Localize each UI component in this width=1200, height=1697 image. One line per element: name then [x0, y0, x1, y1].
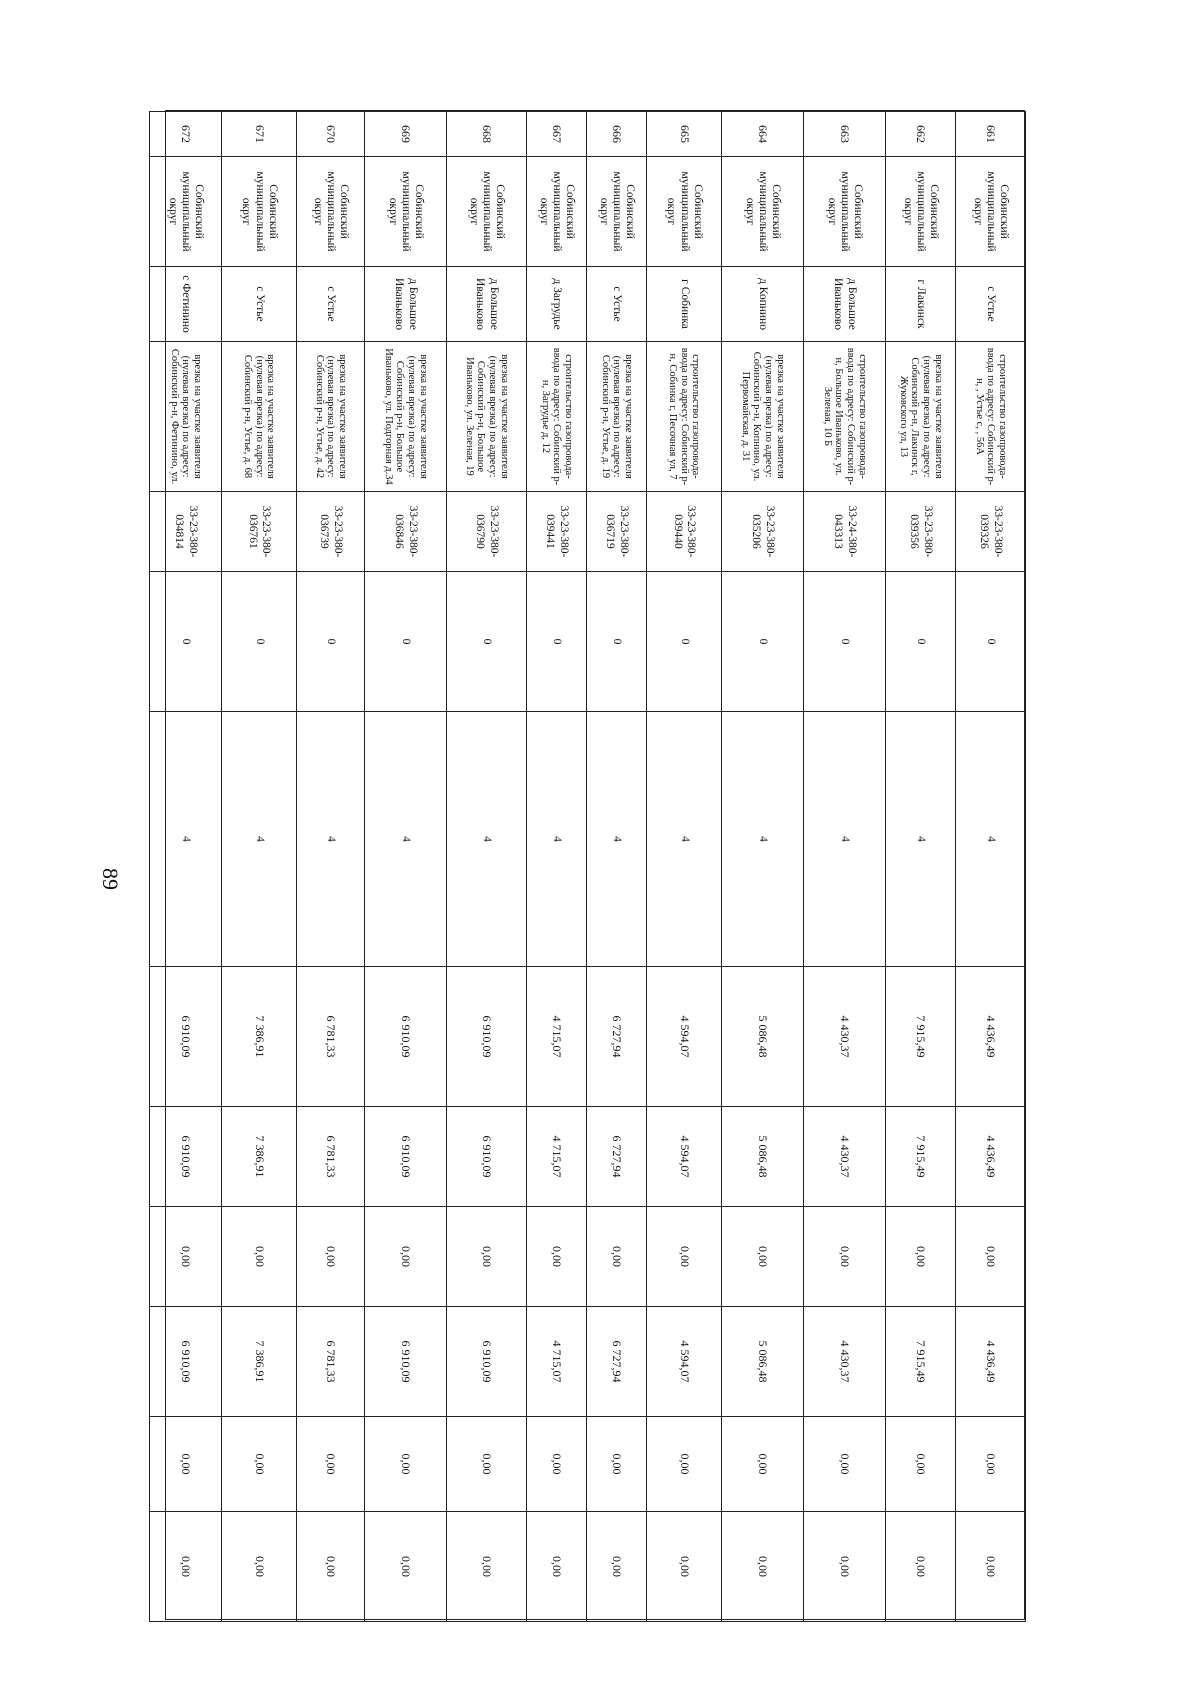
cell-district: Собинский муниципальный округ: [804, 157, 886, 267]
cell-cadastre: 33-23-380-036761: [222, 492, 297, 572]
page-number: 89: [98, 868, 123, 890]
cell-locality: с Устье: [222, 267, 297, 342]
cell-description: строительство газопровода-ввода по адресу: Собинский р-н, Большое Иваньково, ул. Зеленая, 10 Б: [804, 342, 886, 492]
cell-locality: д Большое Иваньково: [365, 267, 447, 342]
cell-c1: 0: [222, 572, 297, 712]
cell-v5: 0,00: [886, 1417, 956, 1512]
cell-locality: с Устье: [587, 267, 647, 342]
cell-cadastre: 33-23-380-036790: [447, 492, 527, 572]
cell-v2: 6 910,09: [150, 1107, 222, 1207]
cell-v5: 0,00: [447, 1417, 527, 1512]
cell-v2: 6 910,09: [447, 1107, 527, 1207]
cell-v6: 0,00: [886, 1512, 956, 1622]
cell-c1: 0: [587, 572, 647, 712]
cell-num: 669: [365, 112, 447, 157]
cell-v1: 7 386,91: [222, 967, 297, 1107]
cell-num: 662: [886, 112, 956, 157]
cell-v5: 0,00: [365, 1417, 447, 1512]
cell-c2: 4: [722, 712, 804, 967]
cell-v1: 5 086,48: [722, 967, 804, 1107]
cell-v3: 0,00: [527, 1207, 587, 1307]
cell-num: 663: [804, 112, 886, 157]
cell-v4: 6 910,09: [447, 1307, 527, 1417]
cell-district: Собинский муниципальный округ: [222, 157, 297, 267]
cell-v5: 0,00: [956, 1417, 1026, 1512]
cell-v3: 0,00: [150, 1207, 222, 1307]
cell-c1: 0: [804, 572, 886, 712]
cell-v2: 4 430,37: [804, 1107, 886, 1207]
cell-description: врезка на участке заявителя (нулевая врезка) по адресу: Собинский р-н, Фетинино, ул.: [150, 342, 222, 492]
cell-c2: 4: [222, 712, 297, 967]
cell-v5: 0,00: [722, 1417, 804, 1512]
cell-district: Собинский муниципальный округ: [527, 157, 587, 267]
cell-v4: 6 910,09: [150, 1307, 222, 1417]
cell-v3: 0,00: [297, 1207, 365, 1307]
cell-cadastre: 33-23-380-039441: [527, 492, 587, 572]
cell-cadastre: 33-23-380-034814: [150, 492, 222, 572]
cell-num: 665: [647, 112, 722, 157]
cell-v3: 0,00: [956, 1207, 1026, 1307]
cell-v4: 6 727,94: [587, 1307, 647, 1417]
cell-cadastre: 33-23-380-036719: [587, 492, 647, 572]
cell-cadastre: 33-23-380-039440: [647, 492, 722, 572]
cell-c2: 4: [447, 712, 527, 967]
cell-v6: 0,00: [447, 1512, 527, 1622]
cell-v3: 0,00: [222, 1207, 297, 1307]
cell-v1: 4 436,49: [956, 967, 1026, 1107]
table-row: [804, 112, 886, 1622]
cell-v2: 6 727,94: [587, 1107, 647, 1207]
cell-v6: 0,00: [527, 1512, 587, 1622]
cell-v2: 4 436,49: [956, 1107, 1026, 1207]
cell-district: Собинский муниципальный округ: [365, 157, 447, 267]
cell-locality: д Загрудье: [527, 267, 587, 342]
cell-v1: 6 781,33: [297, 967, 365, 1107]
table-row: [587, 112, 647, 1622]
cell-v5: 0,00: [587, 1417, 647, 1512]
cell-v4: 7 915,49: [886, 1307, 956, 1417]
cell-v5: 0,00: [297, 1417, 365, 1512]
cell-v1: 4 430,37: [804, 967, 886, 1107]
cell-v2: 6 781,33: [297, 1107, 365, 1207]
data-table-frame: [165, 110, 1025, 1620]
cell-v5: 0,00: [150, 1417, 222, 1512]
cell-v2: 6 910,09: [365, 1107, 447, 1207]
cell-district: Собинский муниципальный округ: [587, 157, 647, 267]
cell-c2: 4: [297, 712, 365, 967]
cell-locality: д Копнино: [722, 267, 804, 342]
cell-v5: 0,00: [527, 1417, 587, 1512]
cell-v3: 0,00: [722, 1207, 804, 1307]
cell-c1: 0: [527, 572, 587, 712]
cell-v1: 4 715,07: [527, 967, 587, 1107]
cell-description: строительство газопровода-ввода по адресу: Собинский р-н, , Устье с, , 56А: [956, 342, 1026, 492]
cell-num: 671: [222, 112, 297, 157]
cell-v4: 4 715,07: [527, 1307, 587, 1417]
table-row: [150, 112, 222, 1622]
cell-v4: 7 386,91: [222, 1307, 297, 1417]
cell-v4: 6 781,33: [297, 1307, 365, 1417]
cell-district: Собинский муниципальный округ: [647, 157, 722, 267]
cell-c1: 0: [150, 572, 222, 712]
cell-num: 661: [956, 112, 1026, 157]
cell-c1: 0: [365, 572, 447, 712]
cell-c2: 4: [365, 712, 447, 967]
cell-v1: 6 910,09: [365, 967, 447, 1107]
cell-description: врезка на участке заявителя (нулевая врезка) по адресу: Собинский р-н, Устье, д. 68: [222, 342, 297, 492]
table-row: [647, 112, 722, 1622]
cell-v1: 7 915,49: [886, 967, 956, 1107]
cell-v6: 0,00: [222, 1512, 297, 1622]
cell-c2: 4: [150, 712, 222, 967]
cell-c1: 0: [722, 572, 804, 712]
cell-description: строительство газопровода-ввода по адресу: Собинский р-н, Собинка г, Песочная ул, 7: [647, 342, 722, 492]
cell-locality: д Большое Иваньково: [447, 267, 527, 342]
cell-v2: 7 915,49: [886, 1107, 956, 1207]
cell-cadastre: 33-24-380-043313: [804, 492, 886, 572]
cell-c2: 4: [804, 712, 886, 967]
cell-v1: 6 910,09: [150, 967, 222, 1107]
cell-v3: 0,00: [886, 1207, 956, 1307]
cell-v6: 0,00: [150, 1512, 222, 1622]
cell-locality: с Устье: [956, 267, 1026, 342]
cell-description: врезка на участке заявителя (нулевая врезка) по адресу: Собинский р-н, Копнино, ул. Первомайская, д. 31: [722, 342, 804, 492]
cell-v3: 0,00: [447, 1207, 527, 1307]
cell-v3: 0,00: [587, 1207, 647, 1307]
table-row: [722, 112, 804, 1622]
cell-cadastre: 33-23-380-039356: [886, 492, 956, 572]
cell-num: 670: [297, 112, 365, 157]
cell-v5: 0,00: [647, 1417, 722, 1512]
cell-num: 672: [150, 112, 222, 157]
cell-v4: 4 436,49: [956, 1307, 1026, 1417]
cell-description: врезка на участке заявителя (нулевая врезка) по адресу: Собинский р-н, Большое Иваньково, ул. Зеленая, 19: [447, 342, 527, 492]
cell-v4: 6 910,09: [365, 1307, 447, 1417]
cell-v4: 5 086,48: [722, 1307, 804, 1417]
cell-cadastre: 33-23-380-036739: [297, 492, 365, 572]
cell-c2: 4: [527, 712, 587, 967]
cell-description: врезка на участке заявителя (нулевая врезка) по адресу: Собинский р-н, Большое Иваньково, ул. Подгорная д.34: [365, 342, 447, 492]
gas-connection-table: [149, 111, 1026, 1622]
cell-district: Собинский муниципальный округ: [956, 157, 1026, 267]
cell-description: врезка на участке заявителя (нулевая врезка) по адресу: Собинский р-н, Лакинск г, Жуковского ул, 13: [886, 342, 956, 492]
cell-c2: 4: [956, 712, 1026, 967]
cell-num: 666: [587, 112, 647, 157]
cell-district: Собинский муниципальный округ: [150, 157, 222, 267]
cell-description: строительство газопровода-ввода по адресу: Собинский р-н, Загрудье д, 12: [527, 342, 587, 492]
cell-c2: 4: [647, 712, 722, 967]
table-row: [297, 112, 365, 1622]
cell-district: Собинский муниципальный округ: [297, 157, 365, 267]
cell-locality: с Устье: [297, 267, 365, 342]
cell-v6: 0,00: [722, 1512, 804, 1622]
cell-v6: 0,00: [647, 1512, 722, 1622]
cell-v2: 5 086,48: [722, 1107, 804, 1207]
cell-v1: 6 910,09: [447, 967, 527, 1107]
cell-v5: 0,00: [804, 1417, 886, 1512]
cell-v6: 0,00: [587, 1512, 647, 1622]
cell-v6: 0,00: [956, 1512, 1026, 1622]
cell-district: Собинский муниципальный округ: [447, 157, 527, 267]
cell-v5: 0,00: [222, 1417, 297, 1512]
cell-locality: г Собинка: [647, 267, 722, 342]
cell-v3: 0,00: [365, 1207, 447, 1307]
cell-v4: 4 594,07: [647, 1307, 722, 1417]
cell-v6: 0,00: [804, 1512, 886, 1622]
cell-c1: 0: [956, 572, 1026, 712]
cell-v6: 0,00: [297, 1512, 365, 1622]
cell-v2: 7 386,91: [222, 1107, 297, 1207]
cell-district: Собинский муниципальный округ: [722, 157, 804, 267]
cell-district: Собинский муниципальный округ: [886, 157, 956, 267]
cell-num: 667: [527, 112, 587, 157]
cell-cadastre: 33-23-380-036846: [365, 492, 447, 572]
cell-v4: 4 430,37: [804, 1307, 886, 1417]
table-row: [527, 112, 587, 1622]
cell-description: врезка на участке заявителя (нулевая врезка) по адресу: Собинский р-н, Устье, д. 42: [297, 342, 365, 492]
table-row: [886, 112, 956, 1622]
cell-v2: 4 594,07: [647, 1107, 722, 1207]
cell-v2: 4 715,07: [527, 1107, 587, 1207]
cell-num: 664: [722, 112, 804, 157]
cell-num: 668: [447, 112, 527, 157]
cell-locality: с Фетинино: [150, 267, 222, 342]
cell-c1: 0: [447, 572, 527, 712]
cell-v6: 0,00: [365, 1512, 447, 1622]
cell-locality: д Большое Иваньково: [804, 267, 886, 342]
table-row: [365, 112, 447, 1622]
cell-c2: 4: [886, 712, 956, 967]
cell-c1: 0: [297, 572, 365, 712]
cell-c2: 4: [587, 712, 647, 967]
table-row: [222, 112, 297, 1622]
cell-v1: 6 727,94: [587, 967, 647, 1107]
cell-v3: 0,00: [804, 1207, 886, 1307]
cell-v3: 0,00: [647, 1207, 722, 1307]
cell-v1: 4 594,07: [647, 967, 722, 1107]
cell-c1: 0: [886, 572, 956, 712]
cell-cadastre: 33-23-380-035206: [722, 492, 804, 572]
cell-description: врезка на участке заявителя (нулевая врезка) по адресу: Собинский р-н, Устье, д. 19: [587, 342, 647, 492]
table-row: [447, 112, 527, 1622]
table-row: [956, 112, 1026, 1622]
cell-c1: 0: [647, 572, 722, 712]
cell-locality: г Лакинск: [886, 267, 956, 342]
rotated-table: [166, 111, 1026, 1621]
cell-cadastre: 33-23-380-039326: [956, 492, 1026, 572]
